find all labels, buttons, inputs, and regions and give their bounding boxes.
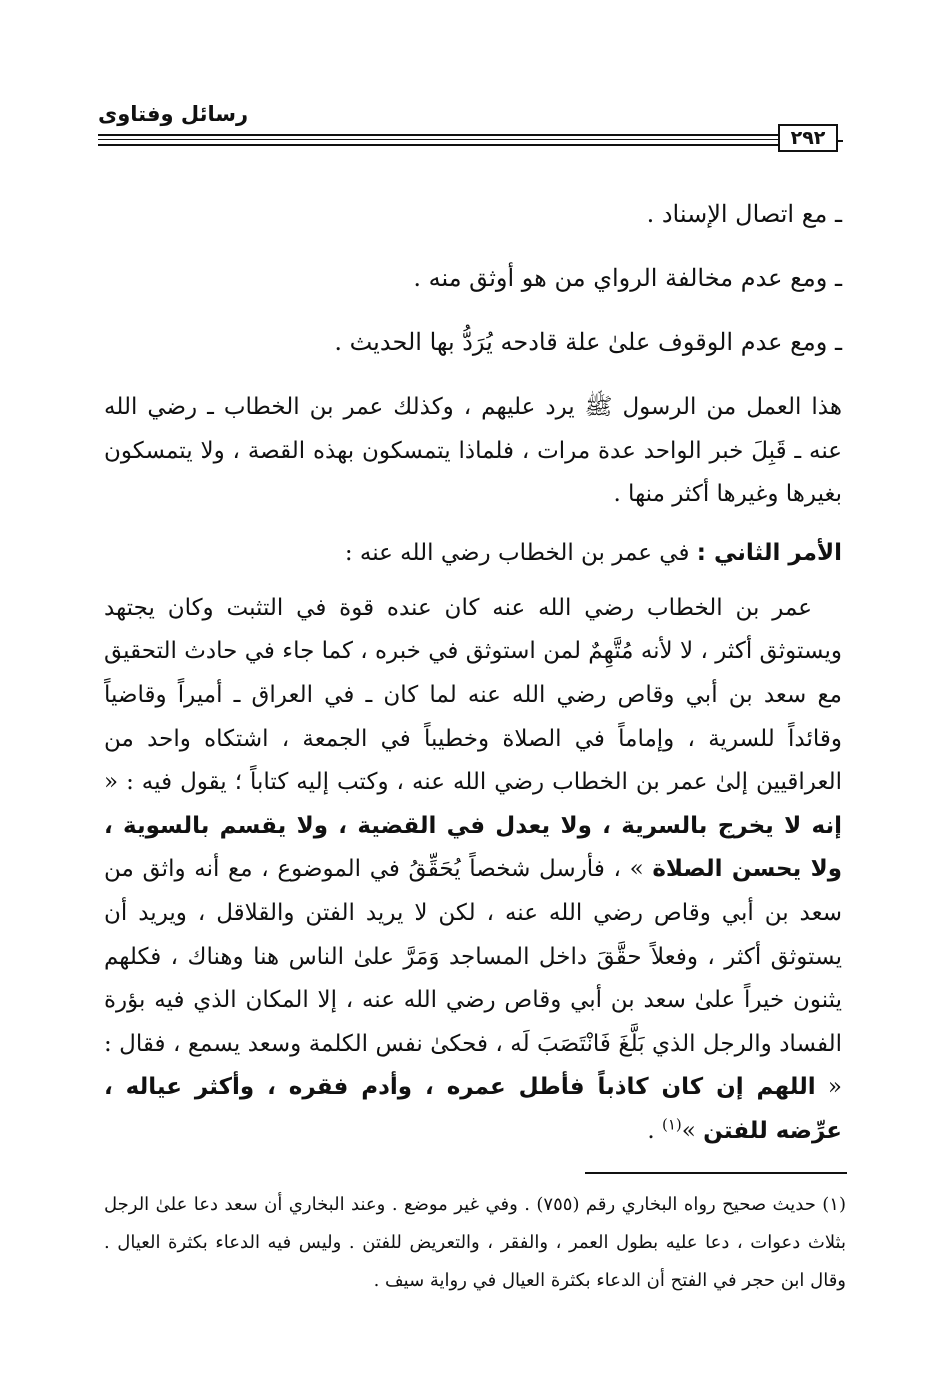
- quote-bold: إنه لا يخرج بالسرية ، ولا يعدل في القضية ، ولا يقسم بالسوية ، ولا يحسن الصلاة: [104, 812, 842, 883]
- footnote: (١) حديث صحيح رواه البخاري رقم (٧٥٥) . وفي غير موضع . وعند البخاري أن سعد دعا علىٰ الرجل بثلاث دعوات ، دعا عليه بطول العمر ، والفقر ، والتعريض للفتن . وليس فيه الدعاء بكثرة العيال . وقال ابن حجر في الفتح أن الدعاء بكثرة العيال في رواية سيف .: [104, 1194, 846, 1291]
- footnote-divider: [585, 1172, 847, 1174]
- page-header: [98, 96, 843, 156]
- header-rule-end: [838, 140, 843, 142]
- footnote-ref: (١): [661, 1115, 682, 1134]
- list-item: ـ مع اتصال الإسناد .: [646, 200, 842, 228]
- paragraph: [104, 386, 842, 517]
- main-text: [104, 182, 842, 1154]
- list-item: ـ ومع عدم مخالفة الرواي من هو أوثق منه .: [413, 264, 842, 292]
- paragraph-text: هذا العمل من الرسول ﷺ يرد عليهم ، وكذلك عمر بن الخطاب ـ رضي الله عنه ـ قَبِلَ خبر الواحد عدة مرات ، فلماذا يتمسكون بهذه القصة ، ولا يتمسكون بغيرها وغيرها أكثر منها .: [104, 394, 842, 508]
- paragraph-text: »: [681, 1117, 704, 1144]
- heading-label: الأمر الثاني :: [696, 539, 842, 566]
- paragraph-text: عمر بن الخطاب رضي الله عنه كان عنده قوة في التثبت وكان يجتهد ويستوثق أكثر ، لا لأنه مُتَّهِمٌ لمن استوثق في خبره ، كما جاء في حادث التحقيق مع سعد بن أبي وقاص رضي الله عنه لما كان ـ في العراق ـ أميراً وقاضياً وقائداً للسرية ، وإماماً في الصلاة وخطيباً في الجمعة ، اشتكاه واحد من العراقيين إلىٰ عمر بن الخطاب رضي الله عنه ، وكتب إليه كتاباً ؛ يقول فيه : «: [104, 594, 842, 796]
- running-title: رسائل وفتاوى: [98, 102, 249, 126]
- section-heading: [104, 531, 842, 575]
- page-number: ٢٩٢: [778, 124, 838, 152]
- list-item: ـ ومع عدم الوقوف علىٰ علة قادحه يُرَدُّ بها الحديث .: [334, 328, 842, 356]
- header-rule: [98, 134, 778, 148]
- paragraph-text: .: [647, 1117, 662, 1144]
- heading-text: في عمر بن الخطاب رضي الله عنه :: [344, 539, 697, 566]
- quote-bold: اللهم إن كان كاذباً فأطل عمره ، وأدم فقره ، وأكثر عياله ، عرِّضه للفتن: [104, 1074, 842, 1144]
- paragraph: [104, 587, 842, 1154]
- paragraph-text: » ، فأرسل شخصاً يُحَقِّقُ في الموضوع ، مع أنه واثق من سعد بن أبي وقاص رضي الله عنه ، لكن لا يريد الفتن والقلاقل ، ويريد أن يستوثق أكثر ، وفعلاً حقَّقَ داخل المساجد وَمَرَّ علىٰ الناس هنا وهناك ، فكلهم يثنون خيراً علىٰ سعد بن أبي وقاص رضي الله عنه ، إلا المكان الذي فيه بؤرة الفساد والرجل الذي بَلَّغَ فَانْتَصَبَ لَه ، فحكىٰ نفس الكلمة وسعد يسمع ، فقال : «: [104, 856, 842, 1101]
- condition-list: [104, 182, 842, 374]
